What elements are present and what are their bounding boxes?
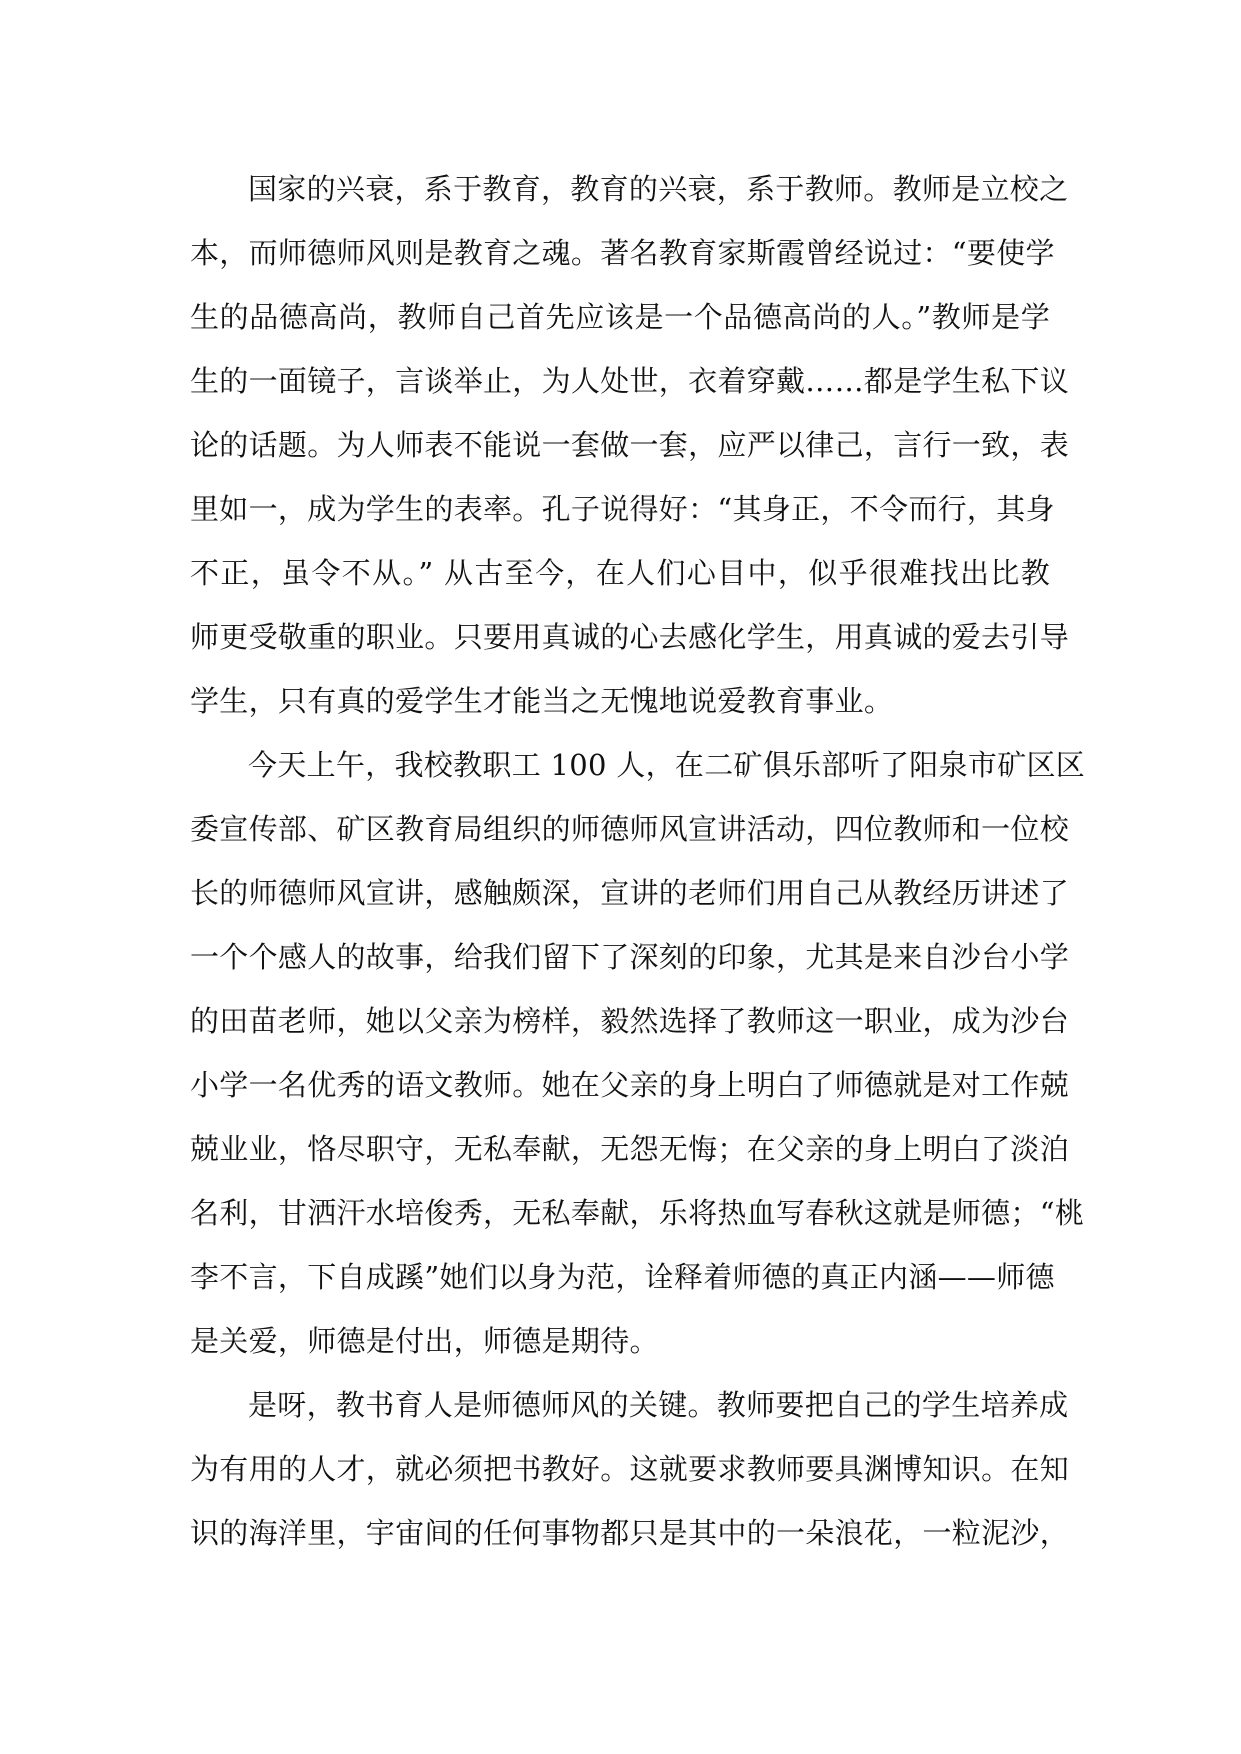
text-line: 学生，只有真的爱学生才能当之无愧地说爱教育事业。 [190,684,894,718]
text-line: 国家的兴衰，系于教育，教育的兴衰，系于教师。教师是立校之 [248,172,1069,206]
text-line: 为有用的人才，就必须把书教好。这就要求教师要具渊博知识。在知 [190,1452,1070,1486]
text-line: 长的师德师风宣讲，感触颇深，宣讲的老师们用自己从教经历讲述了 [190,876,1070,910]
text-line: 论的话题。为人师表不能说一套做一套，应严以律己，言行一致，表 [190,428,1070,462]
text-line: 李不言，下自成蹊”她们以身为范，诠释着师德的真正内涵——师德 [190,1260,1055,1294]
text-line: 的田苗老师，她以父亲为榜样，毅然选择了教师这一职业，成为沙台 [190,1004,1070,1038]
text-line: 里如一，成为学生的表率。孔子说得好：“其身正，不令而行，其身 [190,492,1055,526]
text-line: 师更受敬重的职业。只要用真诚的心去感化学生，用真诚的爱去引导 [190,620,1070,654]
document-body [190,157,1086,1565]
text-line: 是呀，教书育人是师德师风的关键。教师要把自己的学生培养成 [248,1388,1069,1422]
text-line: 名利，甘洒汗水培俊秀，无私奉献，乐将热血写春秋这就是师德；“桃 [190,1196,1085,1230]
text-line: 识的海洋里，宇宙间的任何事物都只是其中的一朵浪花，一粒泥沙， [190,1516,1070,1550]
paragraph-3 [190,1373,1070,1565]
text-line: 生的一面镜子，言谈举止，为人处世，衣着穿戴……都是学生私下议 [190,364,1070,398]
text-line: 不正，虽令不从。” 从古至今，在人们心目中，似乎很难找出比教 [190,556,1050,590]
text-line: 本，而师德师风则是教育之魂。著名教育家斯霞曾经说过：“要使学 [190,236,1055,270]
text-line: 一个个感人的故事，给我们留下了深刻的印象，尤其是来自沙台小学 [190,940,1070,974]
paragraph-1 [190,157,1070,733]
text-line: 今天上午，我校教职工 100 人，在二矿俱乐部听了阳泉市矿区区 [248,748,1086,782]
text-line: 小学一名优秀的语文教师。她在父亲的身上明白了师德就是对工作兢 [190,1068,1070,1102]
text-line: 是关爱，师德是付出，师德是期待。 [190,1324,659,1358]
text-line: 委宣传部、矿区教育局组织的师德师风宣讲活动，四位教师和一位校 [190,812,1070,846]
text-line: 兢业业，恪尽职守，无私奉献，无怨无悔；在父亲的身上明白了淡泊 [190,1132,1070,1166]
text-line: 生的品德高尚，教师自己首先应该是一个品德高尚的人。”教师是学 [190,300,1050,334]
paragraph-2 [190,733,1086,1373]
